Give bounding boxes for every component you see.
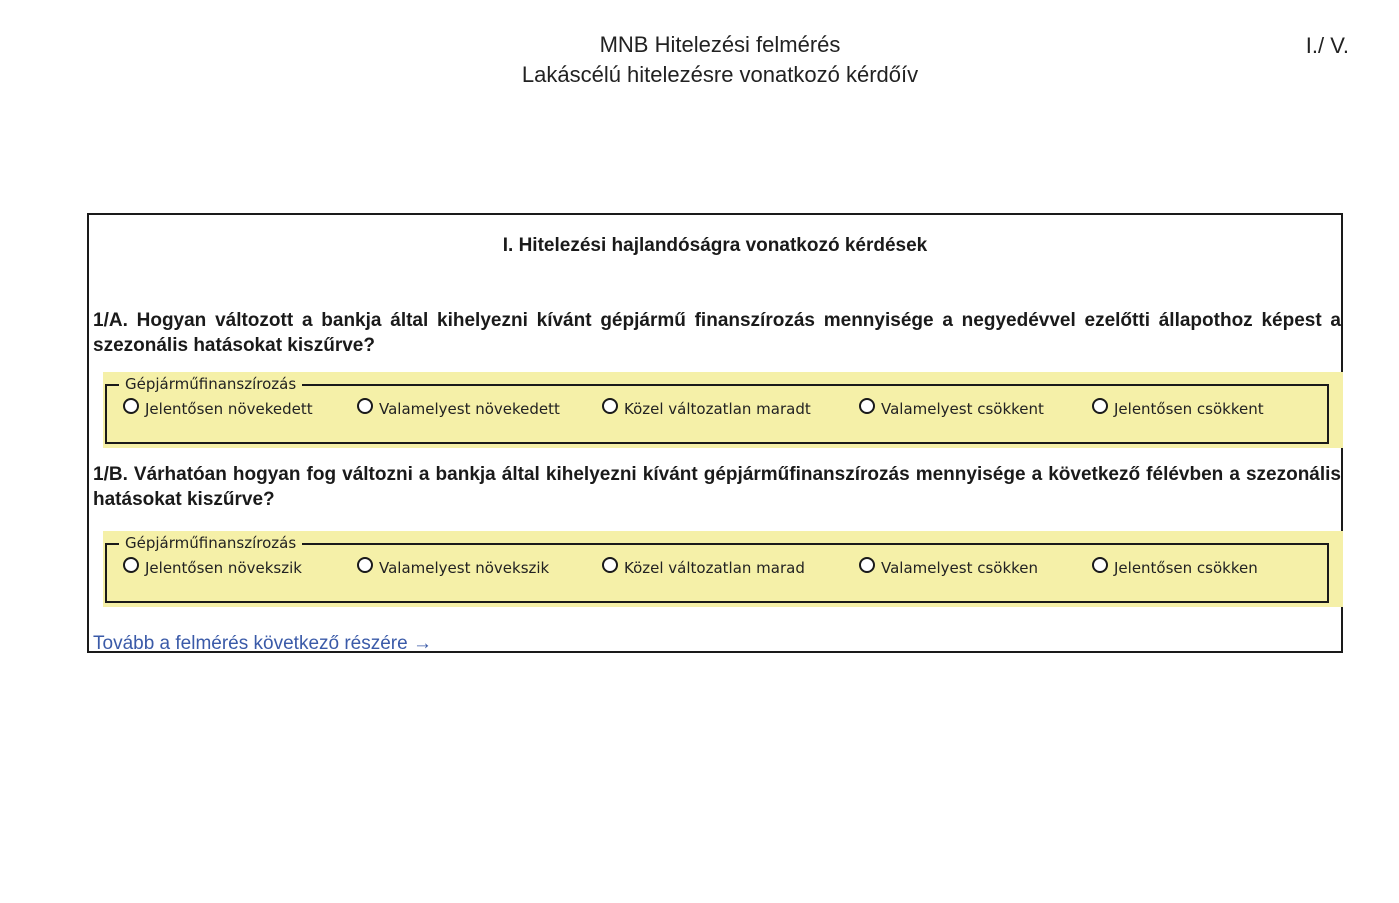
radio-button[interactable] bbox=[357, 557, 373, 573]
question-1a-text: 1/A. Hogyan változott a bankja által kihelyezni kívánt gépjármű finanszírozás mennyisége a negyedévvel ezelőtti állapothoz képest a szezonális hatásokat kiszűrve? bbox=[93, 310, 1341, 356]
radio-group-1a-legend: Gépjárműfinanszírozás bbox=[119, 374, 302, 394]
radio-option-1b-1[interactable] bbox=[123, 559, 302, 577]
radio-button[interactable] bbox=[123, 557, 139, 573]
radio-button[interactable] bbox=[602, 398, 618, 414]
radio-group-1b-legend: Gépjárműfinanszírozás bbox=[119, 533, 302, 553]
radio-option-label: Jelentősen növekszik bbox=[145, 559, 302, 577]
radio-option-1a-1[interactable] bbox=[123, 400, 313, 418]
answer-band-1a bbox=[103, 372, 1343, 448]
radio-option-label: Jelentősen csökkent bbox=[1114, 400, 1264, 418]
radio-button[interactable] bbox=[859, 398, 875, 414]
radio-button[interactable] bbox=[859, 557, 875, 573]
radio-button[interactable] bbox=[123, 398, 139, 414]
page-title: MNB Hitelezési felmérés bbox=[599, 32, 841, 57]
radio-button[interactable] bbox=[602, 557, 618, 573]
radio-button[interactable] bbox=[357, 398, 373, 414]
radio-option-1a-3[interactable] bbox=[602, 400, 811, 418]
radio-option-1a-2[interactable] bbox=[357, 400, 560, 418]
radio-group-1a bbox=[105, 375, 1329, 444]
radio-option-1b-2[interactable] bbox=[357, 559, 549, 577]
page-code: I./ V. bbox=[1305, 33, 1349, 58]
radio-option-label: Valamelyest csökken bbox=[881, 559, 1039, 577]
next-section-link[interactable]: Tovább a felmérés következő részére → bbox=[93, 633, 432, 654]
survey-form bbox=[87, 213, 1343, 653]
radio-option-1b-5[interactable] bbox=[1092, 559, 1258, 577]
radio-button[interactable] bbox=[1092, 398, 1108, 414]
radio-option-1b-3[interactable] bbox=[602, 559, 805, 577]
radio-group-1b bbox=[105, 534, 1329, 603]
radio-option-1b-4[interactable] bbox=[859, 559, 1038, 577]
radio-option-1a-5[interactable] bbox=[1092, 400, 1264, 418]
radio-option-label: Jelentősen növekedett bbox=[145, 400, 313, 418]
answer-band-1b bbox=[103, 531, 1343, 607]
question-1b-text: 1/B. Várhatóan hogyan fog változni a bankja által kihelyezni kívánt gépjárműfinanszírozás mennyisége a következő félévben a szezonális hatásokat kiszűrve? bbox=[93, 464, 1341, 510]
radio-option-label: Közel változatlan marad bbox=[624, 559, 805, 577]
radio-option-label: Valamelyest növekszik bbox=[379, 559, 550, 577]
radio-option-label: Jelentősen csökken bbox=[1114, 559, 1258, 577]
radio-option-label: Valamelyest csökkent bbox=[881, 400, 1044, 418]
page-header bbox=[0, 30, 1399, 90]
radio-option-1a-4[interactable] bbox=[859, 400, 1044, 418]
page-subtitle: Lakáscélú hitelezésre vonatkozó kérdőív bbox=[521, 62, 919, 87]
radio-option-label: Valamelyest növekedett bbox=[379, 400, 560, 418]
radio-option-label: Közel változatlan maradt bbox=[624, 400, 811, 418]
radio-button[interactable] bbox=[1092, 557, 1108, 573]
section-title: I. Hitelezési hajlandóságra vonatkozó kérdések bbox=[502, 235, 928, 256]
